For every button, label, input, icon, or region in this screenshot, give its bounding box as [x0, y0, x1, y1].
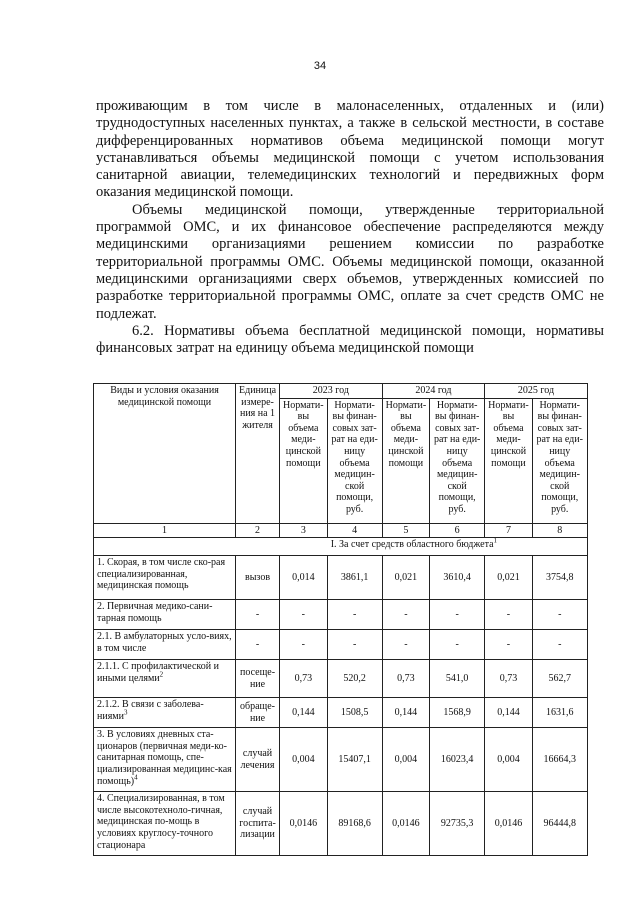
row-name: 2.1.1. С профилактической и иными целями$^2$: [94, 660, 236, 698]
row-name: 4. Специализированная, в том числе высокотехноло-гичная, медицинская по-мощь в условиях круглосу-точного стационара: [94, 792, 236, 856]
header-kind-and-conditions: Виды и условия оказания медицинской помощи: [94, 384, 236, 524]
row-volume-2024: 0,004: [382, 728, 430, 792]
row-unit: случай госпита-лизации: [236, 792, 280, 856]
row-volume-2025: -: [485, 630, 533, 660]
row-cost-2023: 15407,1: [327, 728, 382, 792]
row-volume-2025: 0,0146: [485, 792, 533, 856]
row-cost-2024: 541,0: [430, 660, 485, 698]
row-unit: -: [236, 630, 280, 660]
column-number: 2: [236, 523, 280, 538]
column-number: 1: [94, 523, 236, 538]
row-cost-2025: -: [532, 630, 587, 660]
row-volume-2023: 0,0146: [280, 792, 328, 856]
row-unit: случай лечения: [236, 728, 280, 792]
table-row: [94, 792, 588, 856]
row-cost-2024: 3610,4: [430, 556, 485, 600]
row-cost-2023: 1508,5: [327, 698, 382, 728]
row-cost-2024: 16023,4: [430, 728, 485, 792]
row-cost-2024: -: [430, 630, 485, 660]
row-cost-2025: 96444,8: [532, 792, 587, 856]
column-number: 3: [280, 523, 328, 538]
row-volume-2023: -: [280, 600, 328, 630]
section-title: I. За счет средств областного бюджета$^1$: [94, 538, 588, 556]
header-unit: Единица измере-ния на 1 жителя: [236, 384, 280, 524]
paragraph-2: Объемы медицинской помощи, утвержденные территориальной программой ОМС, и их финансовое обеспечение распределяются между медицинскими организациями решением комиссии по разработке территориальной программы ОМС. Объемы медицинской помощи, оказанной медицинскими организациями сверх объемов, утвержденных комиссией по разработке территориальной программы ОМС, оплате за счет средств ОМС не подлежат.: [96, 201, 604, 322]
row-volume-2025: 0,144: [485, 698, 533, 728]
row-name: 2.1.2. В связи с заболева-ниями$^3$: [94, 698, 236, 728]
column-number: 4: [327, 523, 382, 538]
table-row: [94, 728, 588, 792]
row-cost-2025: -: [532, 600, 587, 630]
row-cost-2025: 1631,6: [532, 698, 587, 728]
row-unit: вызов: [236, 556, 280, 600]
row-cost-2024: 92735,3: [430, 792, 485, 856]
row-cost-2023: 3861,1: [327, 556, 382, 600]
row-cost-2023: -: [327, 630, 382, 660]
row-volume-2024: -: [382, 630, 430, 660]
header-norm-volume-2025: Нормати-вы объема меди-цинской помощи: [485, 398, 533, 523]
row-cost-2023: -: [327, 600, 382, 630]
norms-table: [93, 383, 588, 856]
row-volume-2025: 0,021: [485, 556, 533, 600]
paragraph-1: проживающим в том числе в малонаселенных, отдаленных и (или) труднодоступных населенных пунктах, а также в сельской местности, в составе дифференцированных нормативов объема медицинской помощи могут устанавливаться объемы медицинской помощи с учетом использования санитарной авиации, телемедицинских технологий и передвижных форм оказания медицинской помощи.: [96, 98, 604, 201]
row-cost-2023: 89168,6: [327, 792, 382, 856]
row-volume-2023: 0,014: [280, 556, 328, 600]
row-cost-2024: 1568,9: [430, 698, 485, 728]
header-year-2025: 2025 год: [485, 384, 588, 399]
column-numbers-row: [94, 523, 588, 538]
row-cost-2025: 16664,3: [532, 728, 587, 792]
column-number: 8: [532, 523, 587, 538]
row-unit: -: [236, 600, 280, 630]
table-row: [94, 698, 588, 728]
row-volume-2023: 0,004: [280, 728, 328, 792]
row-cost-2023: 520,2: [327, 660, 382, 698]
header-year-2023: 2023 год: [280, 384, 383, 399]
header-row-years: [94, 384, 588, 399]
header-year-2024: 2024 год: [382, 384, 485, 399]
row-cost-2025: 3754,8: [532, 556, 587, 600]
row-volume-2023: 0,144: [280, 698, 328, 728]
row-name: 2.1. В амбулаторных усло-виях, в том числе: [94, 630, 236, 660]
norms-table-wrapper: [93, 383, 588, 856]
row-volume-2024: 0,0146: [382, 792, 430, 856]
header-norm-volume-2024: Нормати-вы объема меди-цинской помощи: [382, 398, 430, 523]
column-number: 7: [485, 523, 533, 538]
row-unit: посеще-ние: [236, 660, 280, 698]
column-number: 5: [382, 523, 430, 538]
row-volume-2025: -: [485, 600, 533, 630]
table-row: [94, 556, 588, 600]
table-row: [94, 630, 588, 660]
row-cost-2024: -: [430, 600, 485, 630]
paragraph-3-section-heading: 6.2. Нормативы объема бесплатной медицинской помощи, нормативы финансовых затрат на единицу объема медицинской помощи: [96, 322, 604, 357]
row-unit: обраще-ние: [236, 698, 280, 728]
body-text: [96, 98, 604, 357]
row-volume-2024: 0,144: [382, 698, 430, 728]
header-norm-cost-2023: Нормати-вы финан-совых зат-рат на еди-ницу объема медицин-ской помощи, руб.: [327, 398, 382, 523]
row-name: 1. Скорая, в том числе ско-рая специализированная, медицинская помощь: [94, 556, 236, 600]
row-cost-2025: 562,7: [532, 660, 587, 698]
row-volume-2024: 0,73: [382, 660, 430, 698]
page-number: 34: [313, 60, 327, 72]
table-row: [94, 600, 588, 630]
header-norm-cost-2025: Нормати-вы финан-совых зат-рат на еди-ницу объема медицин-ской помощи, руб.: [532, 398, 587, 523]
row-name: 3. В условиях дневных ста-ционаров (первичная меди-ко-санитарная помощь, спе-циализированная медицинс-кая помощь)$^4$: [94, 728, 236, 792]
row-name: 2. Первичная медико-сани-тарная помощь: [94, 600, 236, 630]
header-norm-volume-2023: Нормати-вы объема меди-цинской помощи: [280, 398, 328, 523]
row-volume-2025: 0,004: [485, 728, 533, 792]
row-volume-2023: 0,73: [280, 660, 328, 698]
section-row: [94, 538, 588, 556]
header-norm-cost-2024: Нормати-вы финан-совых зат-рат на еди-ницу объема медицин-ской помощи, руб.: [430, 398, 485, 523]
row-volume-2023: -: [280, 630, 328, 660]
row-volume-2024: -: [382, 600, 430, 630]
table-row: [94, 660, 588, 698]
row-volume-2024: 0,021: [382, 556, 430, 600]
row-volume-2025: 0,73: [485, 660, 533, 698]
column-number: 6: [430, 523, 485, 538]
